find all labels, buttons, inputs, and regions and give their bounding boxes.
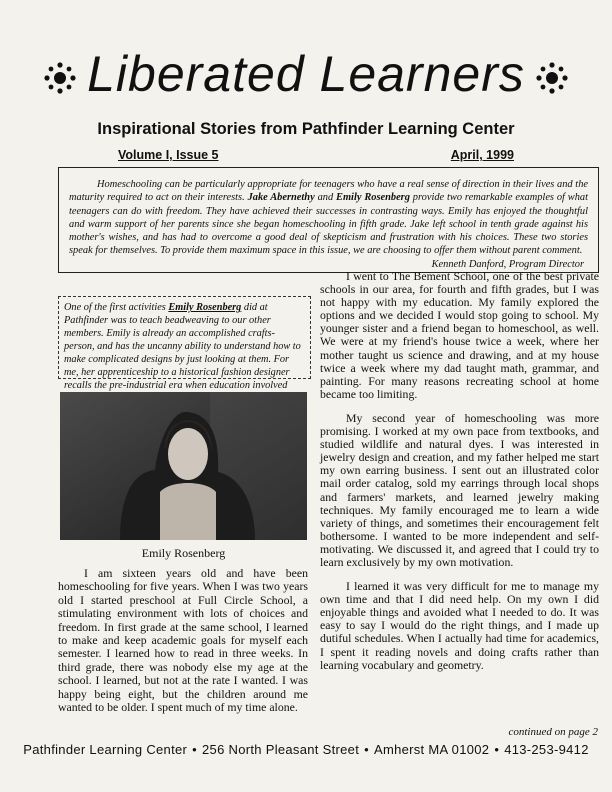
footer-org: Pathfinder Learning Center bbox=[23, 742, 188, 757]
sidebar-name: Emily Rosenberg bbox=[168, 302, 242, 313]
article-paragraph: My second year of homeschooling was more promising. I worked at my own pace from textbooks, and studied wildlife and natural dyes. I was interested in jewelry design and creation, and my father helped me start my own earring business. I sent out an illustrated color mail order catalog, sold my earrings through local shops and farmers' markets, and learned jewelry making techniques. My family encouraged me to learn a wide variety of things, and sometimes their encouragement felt bothersome. I wanted to be more independent and self-motivating. We discussed it, and agreed that I could try to learn exclusively by my own motivation. bbox=[320, 410, 599, 569]
bullet-icon: • bbox=[364, 742, 369, 757]
intro-name-jake: Jake Abernethy bbox=[247, 192, 315, 204]
sun-icon bbox=[535, 48, 569, 108]
intro-text: Homeschooling can be particularly appropriate for teenagers who have a real sense of direction in their lives and the maturity required to act on their interests. bbox=[69, 179, 588, 204]
masthead bbox=[0, 44, 612, 108]
bullet-icon: • bbox=[494, 742, 500, 757]
footer-phone: 413-253-9412 bbox=[504, 742, 589, 757]
bullet-icon: • bbox=[192, 742, 198, 757]
article-paragraph: I am sixteen years old and have been homeschooling for five years. When I was two years old I started preschool at Full Circle School, a stimulating environment with lots of choices and freedom. In first grade at the same school, I learned to make and keep academic goals for myself each semester. I learned how to read in three weeks. In third grade, there was nobody else my age at the school. I learned, but not at the rate I wanted. I was happy being eight, but the children around me wanted to be older. I spent much of my time alone. bbox=[58, 566, 308, 715]
intro-paragraph bbox=[69, 178, 589, 270]
footer bbox=[0, 742, 612, 757]
portrait-photo bbox=[60, 392, 307, 540]
photo-caption: Emily Rosenberg bbox=[141, 546, 226, 560]
newsletter-subtitle: Inspirational Stories from Pathfinder Learning Center bbox=[97, 120, 515, 138]
sun-icon bbox=[43, 48, 77, 108]
left-column bbox=[58, 567, 308, 714]
article-paragraph: I went to The Bement School, one of the best private schools in our area, for fourth and fifth grades, but I was not happy with my education. My family explored the options and we decided I would stop going to school. My younger sister and a friend began to homeschool, as well. We were at my friend's house twice a week, where her mother taught us science and drawing, and at my house twice a week where my dad taught math, grammar, and painting. For many reasons recreating school at home became too limiting. bbox=[320, 269, 599, 401]
newsletter-title: Liberated Learners bbox=[87, 46, 525, 102]
sidebar-note bbox=[58, 296, 311, 391]
article-paragraph: I learned it was very difficult for me to manage my own time and that I did need help. On my own I did enjoyable things and avoided what I needed to do. It was easy to say I would do the right things, and I made up dutiful schedules. When I actually had time for academics, I spent it reading novels and doing crafts rather than learning vocabulary and geometry. bbox=[320, 579, 599, 672]
sidebar-text: did at Pathfinder was to teach beadweaving to our other members. Emily is already an accomplished crafts-person, and has the uncanny ability to understand how to make complicated designs by just looking at them. For me, her apprenticeship to a historical fashion designer recalls the pre-industrial era when education involved bbox=[64, 302, 301, 391]
intro-text: and bbox=[314, 192, 337, 204]
continued-note: continued on page 2 bbox=[508, 726, 598, 738]
issue-volume: Volume I, Issue 5 bbox=[118, 148, 219, 162]
intro-signature: Kenneth Danford, Program Director bbox=[431, 258, 584, 270]
sidebar-text: One of the first activities bbox=[64, 302, 169, 313]
footer-street: 256 North Pleasant Street bbox=[202, 742, 360, 757]
intro-name-emily: Emily Rosenberg bbox=[336, 192, 410, 204]
right-column bbox=[320, 270, 599, 672]
intro-text: provide two remarkable examples of what teenagers can do with freedom. They have achieved their successes in contrasting ways. Emily has enjoyed the thoughtful and warm support of her parents since she began homeschooling in fifth grade. Jake left school in tenth grade against his mother's wishes, and has had to overcome a good deal of skepticism and frustration with his choices. These two stories speak for themselves. To provide them maximum space in this issue, we are choosing to offer them without parent comment. bbox=[69, 192, 589, 257]
intro-box bbox=[58, 167, 599, 273]
issue-date: April, 1999 bbox=[450, 148, 514, 162]
footer-city: Amherst MA 01002 bbox=[373, 742, 490, 757]
